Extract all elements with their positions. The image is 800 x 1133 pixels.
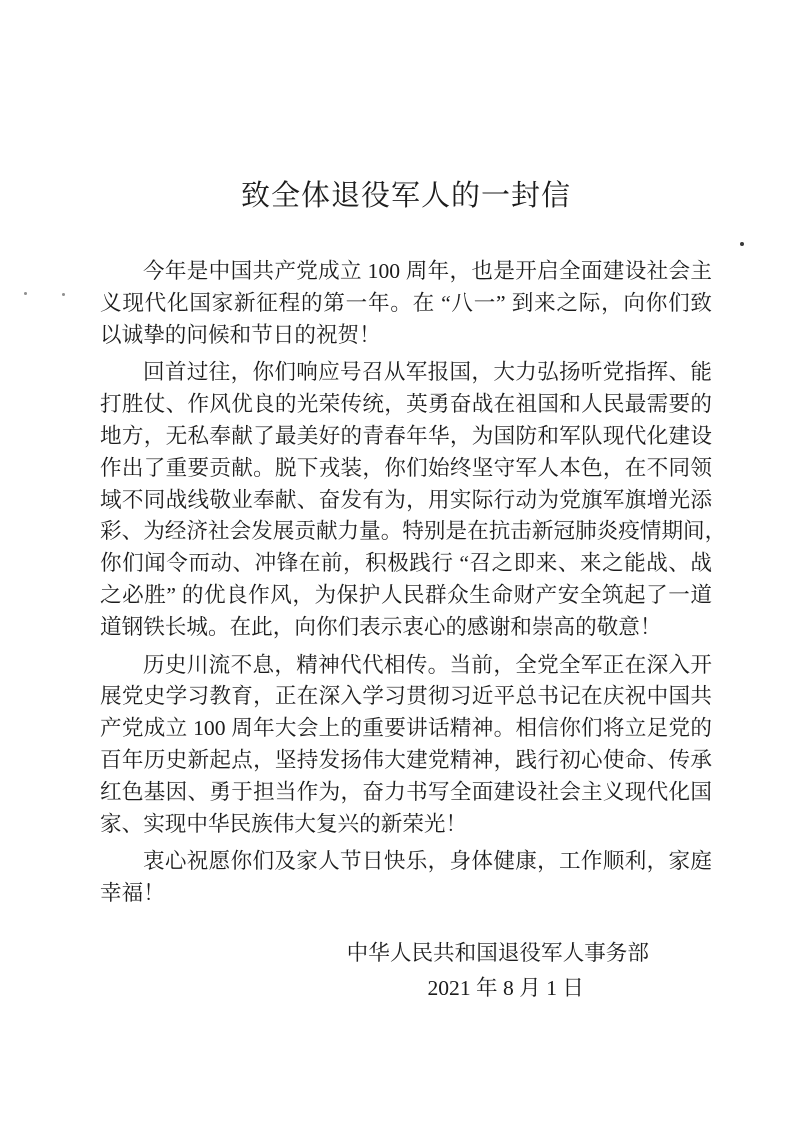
signature: 中华人民共和国退役军人事务部 — [346, 940, 649, 965]
text-line: 展党史学习教育，正在深入学习贯彻习近平总书记在庆祝中国共 — [100, 684, 712, 709]
text-line: 彩、为经济社会发展贡献力量。特别是在抗击新冠肺炎疫情期间， — [100, 519, 727, 544]
text-line: 之必胜” 的优良作风，为保护人民群众生命财产安全筑起了一道 — [100, 582, 712, 607]
text-line: 红色基因、勇于担当作为，奋力书写全面建设社会主义现代化国 — [100, 779, 712, 804]
signature-block — [100, 936, 712, 1006]
paragraph — [100, 846, 712, 910]
text-line: 道钢铁长城。在此，向你们表示衷心的感谢和崇高的敬意！ — [100, 614, 662, 639]
text-line: 家、实现中华民族伟大复兴的新荣光！ — [100, 811, 468, 836]
scan-speckle — [740, 242, 744, 246]
letter-body — [100, 256, 727, 1006]
date: 2021 年 8 月 1 日 — [427, 975, 584, 1000]
text-line: 以诚挚的问候和节日的祝贺！ — [100, 322, 381, 347]
text-line: 你们闻令而动、冲锋在前，积极践行 “召之即来、来之能战、战 — [100, 551, 712, 576]
text-line: 义现代化国家新征程的第一年。在 “八一” 到来之际，向你们致 — [100, 290, 712, 315]
scan-speckle — [62, 293, 65, 296]
text-line: 幸福！ — [100, 881, 165, 906]
text-line: 打胜仗、作风优良的光荣传统，英勇奋战在祖国和人民最需要的 — [100, 392, 712, 417]
letter-title: 致全体退役军人的一封信 — [240, 180, 571, 212]
paragraph — [100, 256, 712, 351]
text-line: 作出了重要贡献。脱下戎装，你们始终坚守军人本色，在不同领 — [100, 455, 712, 480]
paragraph — [100, 357, 727, 643]
text-line: 百年历史新起点，坚持发扬伟大建党精神，践行初心使命、传承 — [100, 747, 712, 772]
text-line: 地方，无私奉献了最美好的青春年华，为国防和军队现代化建设 — [100, 423, 712, 448]
scan-speckle — [24, 292, 27, 295]
text-line: 历史川流不息，精神代代相传。当前，全党全军正在深入开 — [143, 652, 712, 677]
text-line: 产党成立 100 周年大会上的重要讲话精神。相信你们将立足党的 — [100, 716, 712, 741]
paragraph — [100, 650, 712, 841]
text-line: 衷心祝愿你们及家人节日快乐，身体健康，工作顺利，家庭 — [143, 849, 712, 874]
text-line: 域不同战线敬业奉献、奋发有为，用实际行动为党旗军旗增光添 — [100, 487, 712, 512]
text-line: 回首过往，你们响应号召从军报国，大力弘扬听党指挥、能 — [143, 360, 712, 385]
text-line: 今年是中国共产党成立 100 周年，也是开启全面建设社会主 — [143, 259, 712, 283]
